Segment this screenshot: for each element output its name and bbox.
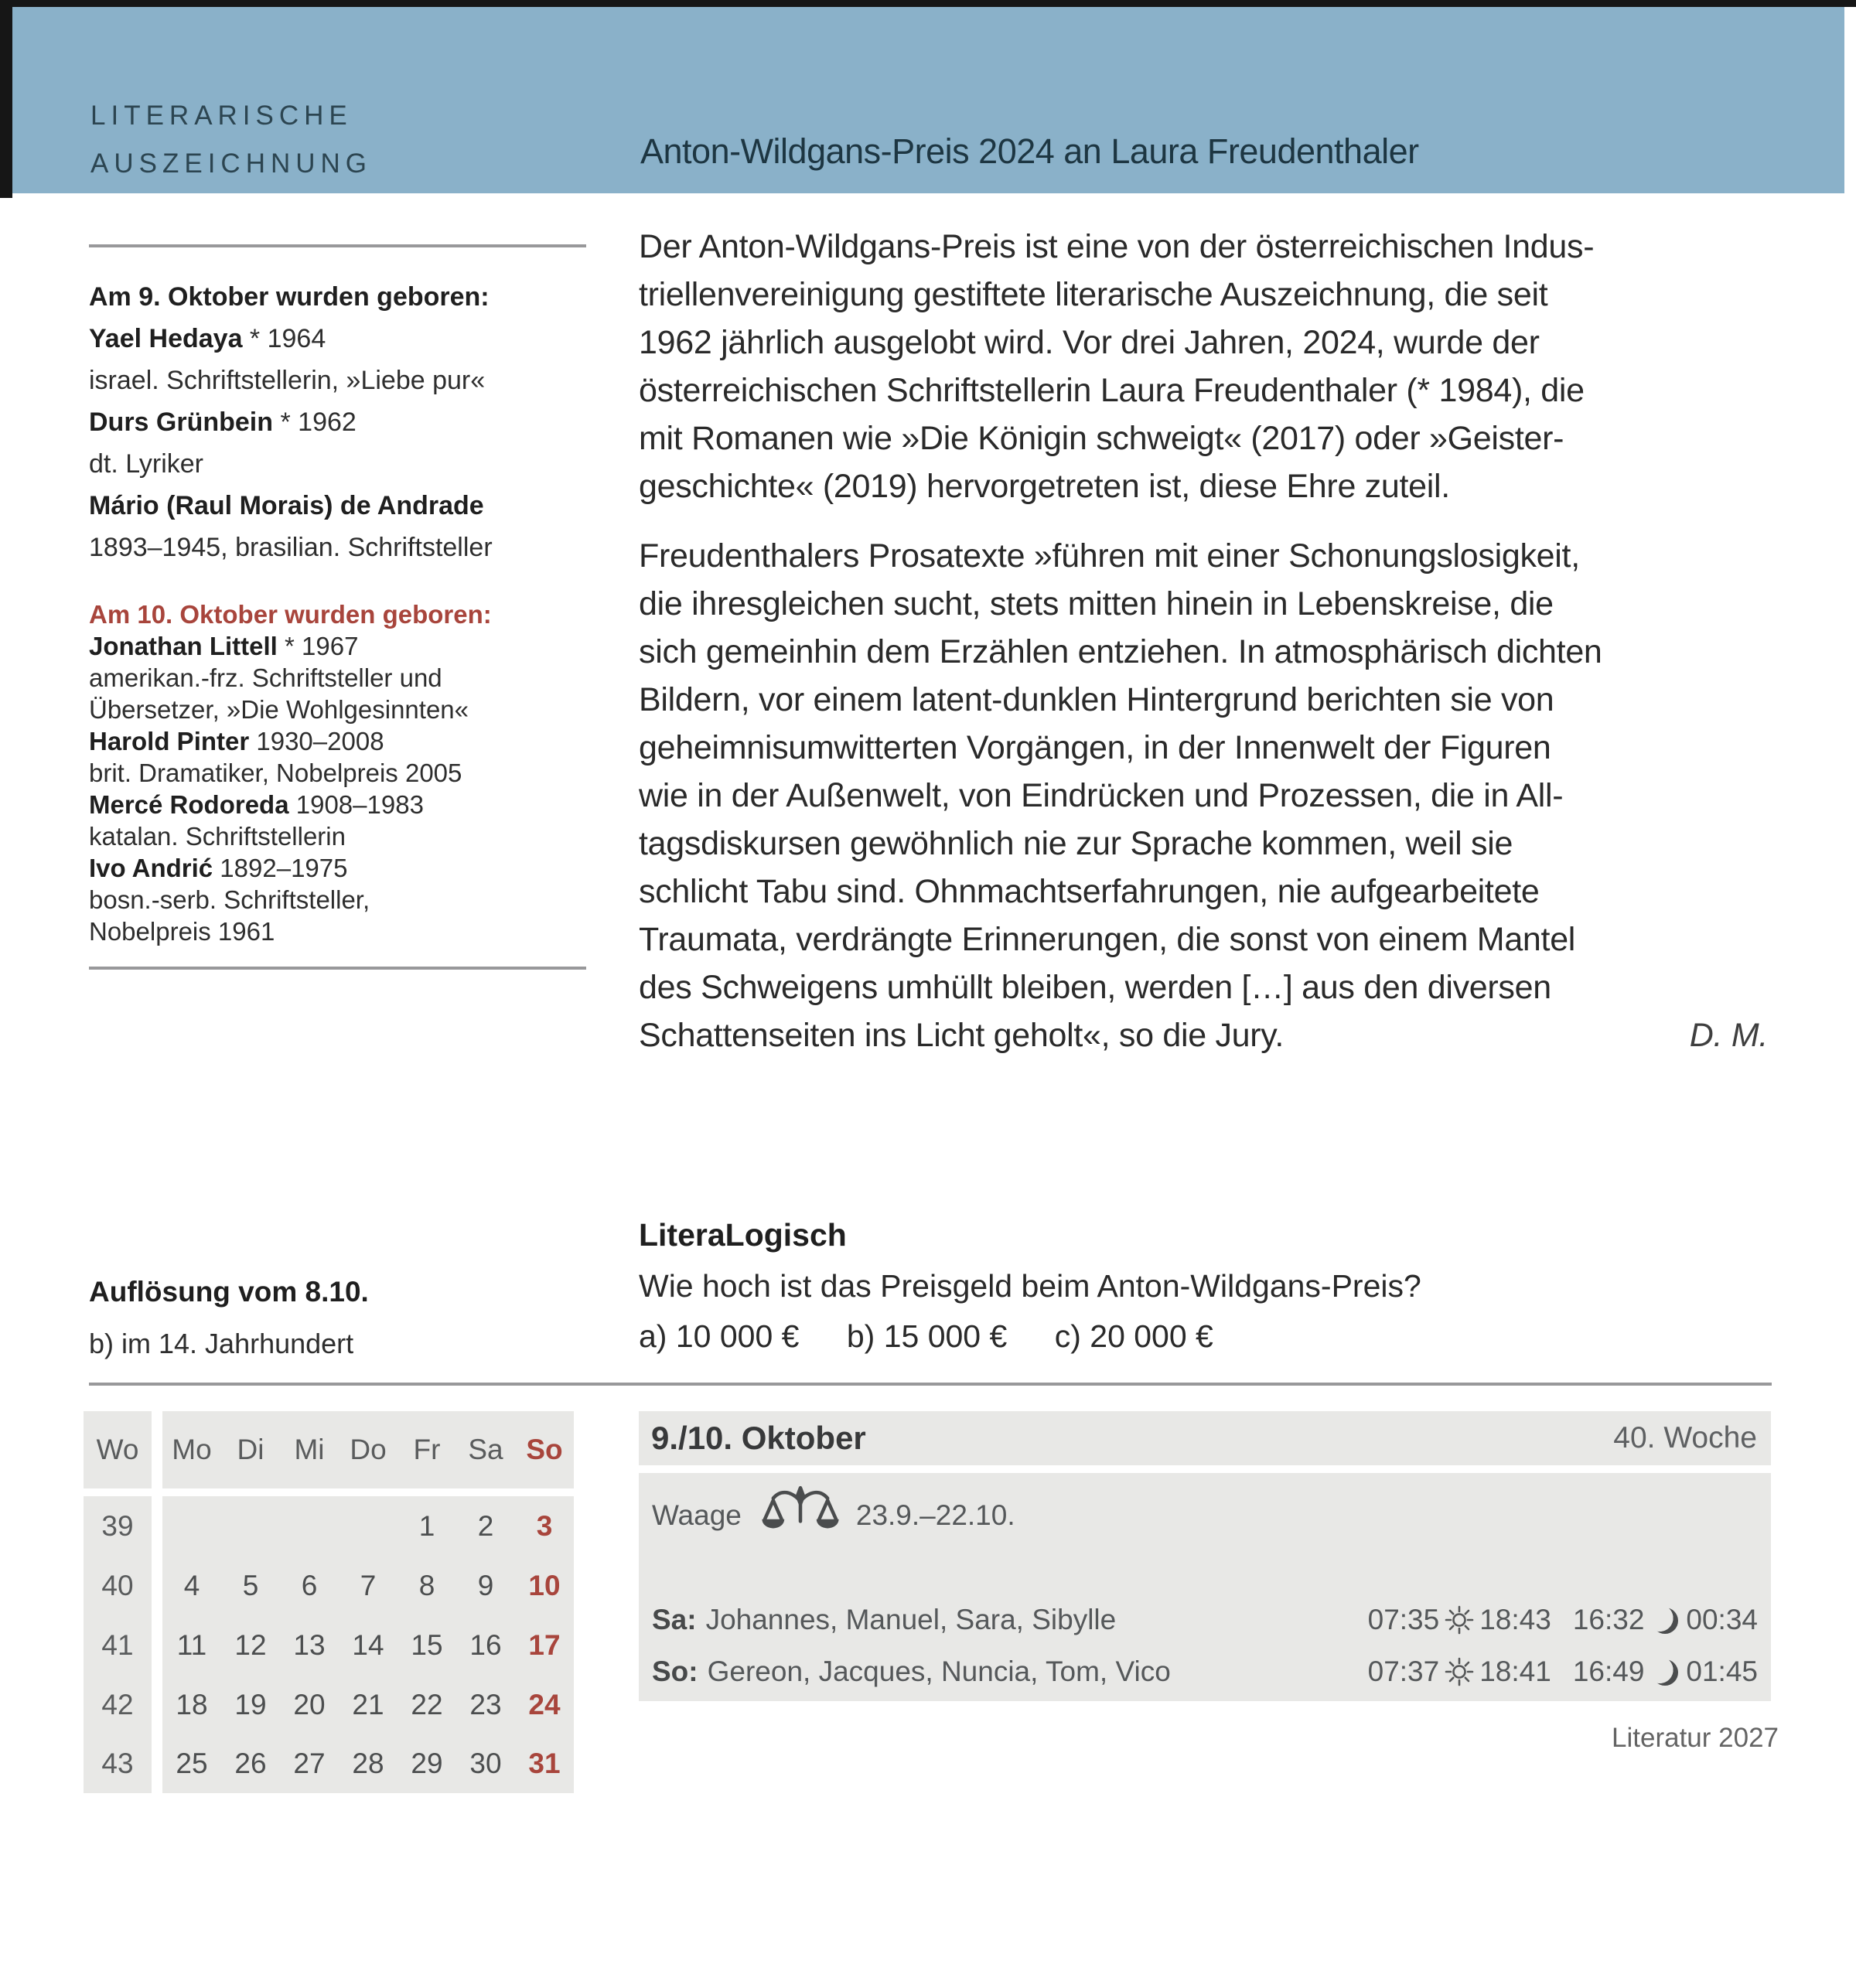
- calendar-imprint: Literatur 2027: [1612, 1723, 1779, 1753]
- birthday-entry: Durs Grünbein * 1962: [89, 407, 357, 437]
- birthday-entry-desc: katalan. Schriftstellerin: [89, 822, 346, 851]
- calendar-day-header: Di: [237, 1434, 264, 1465]
- article-last-line: Schattenseiten ins Licht geholt«, so die Jury. D. M.: [639, 1011, 1772, 1059]
- birthday-entry-desc: Nobelpreis 1961: [89, 917, 275, 946]
- calendar-day-header: Mo: [172, 1434, 212, 1465]
- sunday-row: [639, 1654, 1771, 1690]
- calendar-day-header: Do: [350, 1434, 387, 1465]
- zodiac-name: Waage: [652, 1499, 742, 1531]
- article-line: die ihresgleichen sucht, stets mitten hinein in Lebenskreise, die: [639, 585, 1554, 622]
- article-line: Bildern, vor einem latent-dunklen Hintergrund berichten sie von: [639, 681, 1554, 718]
- article-paragraph-2: [639, 532, 1772, 1059]
- quiz-heading: LiteraLogisch: [639, 1217, 847, 1253]
- zodiac-row: [639, 1481, 1771, 1550]
- article-line: Der Anton-Wildgans-Preis ist eine von der österreichischen Indus-: [639, 228, 1595, 265]
- article-line: Freudenthalers Prosatexte »führen mit einer Schonungslosigkeit,: [639, 537, 1580, 575]
- birthdays-oct9-heading: Am 9. Oktober wurden geboren:: [89, 282, 490, 312]
- sunday-label: So:: [652, 1656, 698, 1687]
- birthday-entry-desc: dt. Lyriker: [89, 449, 204, 479]
- article-line: Traumata, verdrängte Erinnerungen, die sonst von einem Mantel: [639, 921, 1576, 958]
- birthday-entry-desc: bosn.-serb. Schriftsteller,: [89, 885, 370, 914]
- sun-icon: [1444, 1656, 1475, 1687]
- date-label: 9./10. Oktober: [651, 1420, 866, 1456]
- date-header-band: [639, 1411, 1771, 1465]
- calendar-header-row: [84, 1411, 574, 1488]
- moonrise-time: 16:32: [1572, 1604, 1645, 1635]
- birthdays-oct9: [89, 276, 615, 568]
- article-line: triellenvereinigung gestiftete literarische Auszeichnung, die seit: [639, 276, 1548, 313]
- birthdays-oct10-heading: Am 10. Oktober wurden geboren:: [89, 600, 492, 629]
- sunrise-time: 07:37: [1367, 1656, 1440, 1687]
- article-line: österreichischen Schriftstellerin Laura Freudenthaler (* 1984), die: [639, 372, 1585, 409]
- birthday-entry: Mercé Rodoreda 1908–1983: [89, 790, 424, 819]
- saturday-sun-moon-times: [1368, 1604, 1758, 1636]
- birthdays-oct10: [89, 598, 615, 947]
- birthday-entry: Mário (Raul Morais) de Andrade: [89, 491, 484, 520]
- calendar-day-header-sunday: So: [526, 1434, 563, 1465]
- calendar-gap: [84, 1488, 574, 1496]
- birthday-entry-desc: israel. Schriftstellerin, »Liebe pur«: [89, 366, 486, 395]
- divider: [89, 1383, 1772, 1386]
- calendar-day-header: Sa: [468, 1434, 503, 1465]
- article-line: 1962 jährlich ausgelobt wird. Vor drei Jahren, 2024, wurde der: [639, 324, 1540, 361]
- birthday-entry: Yael Hedaya * 1964: [89, 324, 326, 353]
- birthday-entry-desc: Übersetzer, »Die Wohlgesinnten«: [89, 695, 469, 724]
- divider: [89, 967, 586, 970]
- calendar-week-row: 42 18 19 20 21 22 23 24: [84, 1675, 574, 1734]
- calendar-sunday-date: 10: [528, 1569, 561, 1601]
- quiz-question: Wie hoch ist das Preisgeld beim Anton-Wildgans-Preis?: [639, 1268, 1421, 1304]
- week-number-label: 40. Woche: [1613, 1421, 1757, 1454]
- article-line: tagsdiskursen gewöhnlich nie zur Sprache kommen, weil sie: [639, 825, 1513, 862]
- birthday-entry: Ivo Andrić 1892–1975: [89, 854, 348, 882]
- moonset-time: 00:34: [1686, 1604, 1758, 1635]
- category-label-line2: AUSZEICHNUNG: [90, 148, 373, 179]
- solution-answer: b) im 14. Jahrhundert: [89, 1328, 354, 1359]
- article-line: geheimnisumwitterten Vorgängen, in der Innenwelt der Figuren: [639, 729, 1551, 766]
- calendar-sunday-date: 31: [528, 1748, 561, 1779]
- sunrise-time: 07:35: [1367, 1604, 1440, 1635]
- scan-edge-top: [0, 0, 1856, 7]
- calendar-week-col-header: Wo: [96, 1434, 139, 1465]
- birthday-entry: Jonathan Littell * 1967: [89, 632, 359, 660]
- solution-heading: Auflösung vom 8.10.: [89, 1276, 369, 1308]
- birthday-entry-desc: brit. Dramatiker, Nobelpreis 2005: [89, 759, 462, 787]
- calendar-sunday-date: 24: [528, 1688, 561, 1720]
- category-label-line1: LITERARISCHE: [90, 101, 353, 131]
- quiz-answers: [639, 1318, 1252, 1355]
- sunset-time: 18:43: [1479, 1604, 1551, 1635]
- article-line: geschichte« (2019) hervorgetreten ist, diese Ehre zuteil.: [639, 468, 1450, 505]
- article-line: schlicht Tabu sind. Ohnmachtserfahrungen, nie aufgearbeitete: [639, 873, 1540, 910]
- calendar-sunday-date: 17: [528, 1628, 561, 1661]
- sunday-name-days: Gereon, Jacques, Nuncia, Tom, Vico: [707, 1656, 1171, 1687]
- moonset-time: 01:45: [1686, 1656, 1758, 1687]
- zodiac-date-range: 23.9.–22.10.: [855, 1499, 1015, 1531]
- sunset-time: 18:41: [1479, 1656, 1551, 1687]
- libra-scales-icon: [757, 1482, 844, 1546]
- birthday-entry-desc: 1893–1945, brasilian. Schriftsteller: [89, 533, 493, 562]
- author-initials: D. M.: [1689, 1017, 1768, 1054]
- article-line: mit Romanen wie »Die Königin schweigt« (2017) oder »Geister-: [639, 420, 1564, 457]
- saturday-label: Sa:: [652, 1604, 697, 1635]
- article-line: sich gemeinhin dem Erzählen entziehen. In atmosphärisch dichten: [639, 633, 1602, 670]
- article-paragraph-1: [639, 223, 1772, 510]
- sun-icon: [1444, 1604, 1475, 1635]
- calendar-week-row: 41 11 12 13 14 15 16 17: [84, 1615, 574, 1675]
- birthday-entry: Harold Pinter 1930–2008: [89, 727, 384, 755]
- article-line: wie in der Außenwelt, von Eindrücken und Prozessen, die in All-: [639, 777, 1564, 814]
- scan-edge-left: [0, 0, 12, 198]
- birthday-entry-desc: amerikan.-frz. Schriftsteller und: [89, 663, 442, 692]
- moon-icon: [1652, 1659, 1678, 1686]
- calendar-day-header: Mi: [294, 1434, 325, 1465]
- calendar-gap: [152, 1411, 162, 1488]
- calendar-sunday-date: 3: [536, 1509, 553, 1542]
- moonrise-time: 16:49: [1572, 1656, 1645, 1687]
- article-line: des Schweigens umhüllt bleiben, werden […] aus den diversen: [639, 969, 1551, 1006]
- divider: [89, 244, 586, 247]
- calendar-week-row: 40 4 5 6 7 8 9 10: [84, 1556, 574, 1615]
- saturday-name-days: Johannes, Manuel, Sara, Sibylle: [705, 1604, 1117, 1635]
- moon-icon: [1652, 1608, 1678, 1634]
- month-calendar: [84, 1411, 574, 1793]
- date-info-panel: [639, 1473, 1771, 1701]
- quiz-answer-a: a) 10 000 €: [639, 1318, 800, 1354]
- quiz-answer-c: c) 20 000 €: [1054, 1318, 1213, 1354]
- sunday-sun-moon-times: [1368, 1656, 1758, 1688]
- calendar-week-row: 43 25 26 27 28 29 30 31: [84, 1734, 574, 1793]
- saturday-row: [639, 1602, 1771, 1638]
- calendar-week-row: 39 1 2 3: [84, 1496, 574, 1556]
- calendar-day-header: Fr: [413, 1434, 441, 1465]
- page-title: Anton-Wildgans-Preis 2024 an Laura Freudenthaler: [640, 131, 1419, 171]
- quiz-answer-b: b) 15 000 €: [846, 1318, 1008, 1354]
